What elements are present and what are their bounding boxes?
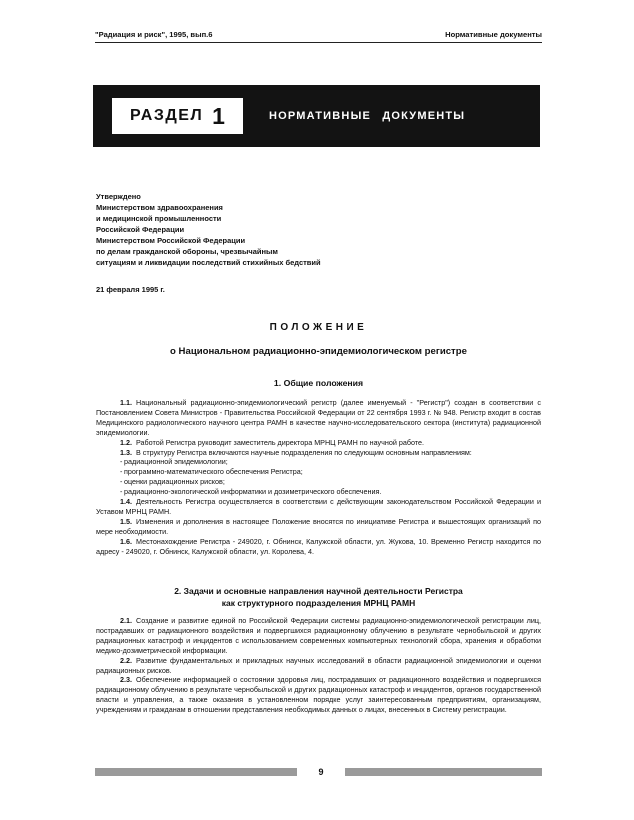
paragraph [96,656,541,676]
paragraph-text: Изменения и дополнения в настоящее Положение вносятся по инициативе Регистра и вышестоящих организаций по мере необходимости. [96,516,541,536]
approval-line: по делам гражданской обороны, чрезвычайным [96,247,278,256]
approval-block [96,191,516,295]
paragraph [96,448,541,458]
banner-title: НОРМАТИВНЫЕ ДОКУМЕНТЫ [269,110,466,122]
section-2-heading [95,585,542,609]
paragraph-text: В структуру Регистра включаются научные подразделения по следующим основным направлениям: [136,447,472,457]
running-header [95,30,542,40]
paragraph-text: Создание и развитие единой по Российской Федерации системы радиационно-эпидемиологической регистрации лиц, пострадавших от радиационного воздействия и подвергшихся радиационному облучению в результате чернобыльской и других радиационных катастроф и инцидентов с использованием современных компьютерных технологий сбора, хранения и обработки медико-дозиметрической информации. [96,616,541,655]
paragraph-text: Развитие фундаментальных и прикладных научных исследований в области радиационной эпидемиологии и оценки радиационных рисков. [96,655,541,675]
approval-line: Утверждено [96,192,141,201]
paragraph-number: 1.5. [120,516,132,526]
page-number: 9 [318,767,324,777]
paragraph [96,537,541,557]
section-1-heading: 1. Общие положения [273,378,364,388]
page-footer [95,766,542,778]
document-subtitle: о Национальном радиационно-эпидемиологическом регистре [170,346,467,357]
paragraph [96,497,541,517]
paragraph-number: 1.3. [120,447,132,457]
section-2-heading-line: как структурного подразделения МРНЦ РАМН [221,598,416,608]
list-item: - оценки радиационных рисков; [120,477,225,487]
section-banner [93,85,540,147]
list-item: - радиационно-экологической информатики и дозиметрического обеспечения. [120,487,382,497]
directions-list [96,457,541,497]
section-category: Нормативные документы [445,30,542,39]
section-word: РАЗДЕЛ [130,107,204,124]
list-item-text: радиационно-экологической информатики и дозиметрического обеспечения. [124,487,382,497]
approval-line: Российской Федерации [96,225,185,234]
journal-citation: "Радиация и риск", 1995, вып.6 [95,30,213,39]
section-1-body [96,398,541,557]
list-item-text: программно-математического обеспечения Регистра; [124,467,303,477]
section-2-heading-line: 2. Задачи и основные направления научной деятельности Регистра [174,586,463,596]
paragraph-number: 1.4. [120,497,132,507]
approval-line: и медицинской промышленности [96,214,222,223]
paragraph-text: Национальный радиационно-эпидемиологический регистр (далее именуемый - "Регистр") создан в соответствии с Постановлением Совета Министров - Правительства Российской Федерации от 22 сентября 1993 г. № 948. Регистр входит в состав Медицинского радиологического научного центра РАМН в качестве научно-исследовательского сектора (института) радиационной эпидемиологии. [96,398,541,437]
approval-line: ситуациям и ликвидации последствий стихийных бедствий [96,258,321,267]
paragraph [96,438,541,448]
paragraph [96,398,541,438]
footer-bar-right [345,768,542,776]
paragraph-number: 2.3. [120,675,132,685]
list-item-text: радиационной эпидемиологии; [124,457,228,467]
paragraph-number: 1.1. [120,398,132,407]
section-2-body [96,616,541,715]
section-label-box [112,98,243,134]
list-item: - программно-математического обеспечения Регистра; [120,467,303,477]
approval-date: 21 февраля 1995 г. [96,285,165,294]
list-item-text: оценки радиационных рисков; [124,477,225,487]
paragraph-number: 1.2. [120,437,132,447]
paragraph-number: 2.2. [120,655,132,665]
section-number: 1 [212,102,225,129]
paragraph-text: Работой Регистра руководит заместитель директора МРНЦ РАМН по научной работе. [136,437,425,447]
paragraph-text: Обеспечение информацией о состоянии здоровья лиц, пострадавших от радиационного воздействия и подвергшихся радиационному облучению в результате чернобыльской и других радиационных катастроф и инцидентов, органов государственной власти и управления, а также оказания в установленном порядке услуг заинтересованным предприятиям, организациям, учреждениям и гражданам в отношении представления необходимых данных о лицах, внесенных в Систему регистрации. [96,675,541,715]
paragraph [96,616,541,656]
paragraph [96,675,541,715]
paragraph-number: 1.6. [120,536,132,546]
approval-line: Министерством здравоохранения [96,203,223,212]
approval-line: Министерством Российской Федерации [96,236,246,245]
footer-bar-left [95,768,297,776]
paragraph-text: Деятельность Регистра осуществляется в соответствии с действующим законодательством Российской Федерации и Уставом МРНЦ РАМН. [96,497,541,516]
paragraph-number: 2.1. [120,616,132,625]
paragraph [96,517,541,537]
list-item: - радиационной эпидемиологии; [120,457,228,467]
paragraph-text: Местонахождение Регистра - 249020, г. Обнинск, Калужской области, ул. Жукова, 10. Временно Регистр находится по адресу - 249020, г. Обнинск, Калужской области, ул. Королева, 4. [96,536,541,556]
document-title: ПОЛОЖЕНИЕ [269,322,368,333]
header-divider [95,42,542,43]
